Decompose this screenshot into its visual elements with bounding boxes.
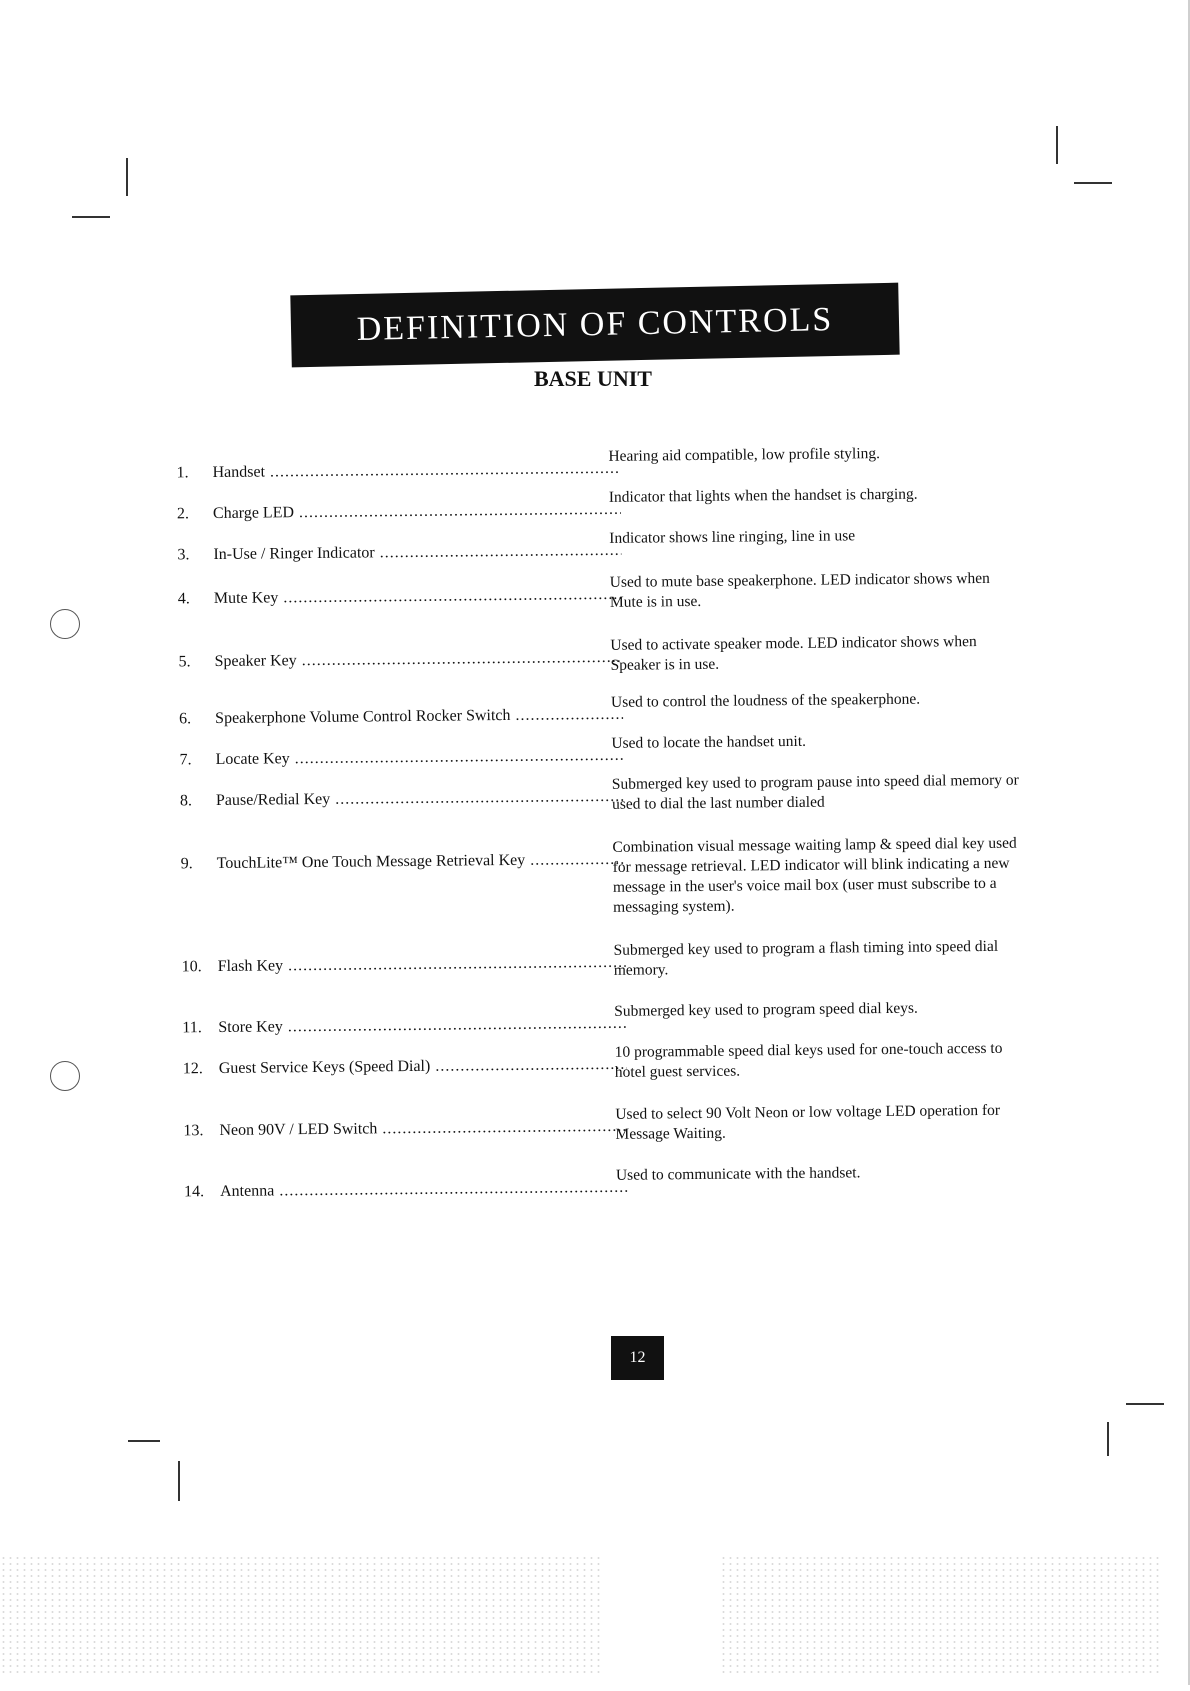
control-number: 6. xyxy=(179,710,192,728)
control-name: Guest Service Keys (Speed Dial) ..... xyxy=(219,1055,627,1079)
control-item xyxy=(176,485,1037,523)
control-description: Used to communicate with the handset. xyxy=(615,1164,861,1184)
control-item xyxy=(176,445,1036,482)
control-description: Used to control the loudness of the speakerphone. xyxy=(610,690,921,711)
control-description: Combination visual message waiting lamp & speed dial key used for message retrieval. LED indicator will blink indicating a new message in the user's voice mail box (user must subscribe to a messaging system). xyxy=(612,834,1017,916)
control-number: 3. xyxy=(177,546,190,564)
control-name: Neon 90V / LED Switch ..... xyxy=(219,1117,627,1141)
control-item xyxy=(181,937,1042,979)
control-description: Used to mute base speakerphone. LED indicator shows when Mute is in use. xyxy=(609,569,990,611)
control-item xyxy=(179,732,1039,769)
control-number: 9. xyxy=(180,855,193,873)
control-item xyxy=(183,1164,1044,1201)
control-description: Indicator that lights when the handset is charging. xyxy=(608,485,918,506)
control-item xyxy=(182,1039,1043,1081)
control-item xyxy=(179,771,1040,813)
control-number: 11. xyxy=(182,1019,202,1037)
control-description: Submerged key used to program a flash timing into speed dial memory. xyxy=(613,937,999,979)
control-description: Used to locate the handset unit. xyxy=(611,732,807,752)
page-title: DEFINITION OF CONTROLS xyxy=(290,283,899,368)
control-item xyxy=(183,1101,1043,1143)
control-number: 10. xyxy=(181,958,202,976)
control-name: Speaker Key ..... xyxy=(214,648,622,672)
control-name: Mute Key ..... xyxy=(214,585,622,609)
page-number: 12 xyxy=(611,1336,664,1380)
control-number: 5. xyxy=(178,653,191,671)
control-name: Flash Key ..... xyxy=(218,953,626,977)
control-item xyxy=(180,834,1041,916)
control-number: 4. xyxy=(177,590,190,608)
control-number: 14. xyxy=(183,1183,205,1201)
control-name: Pause/Redial Key ..... xyxy=(216,787,624,811)
control-name: TouchLite™ One Touch Message Retrieval Key ..... xyxy=(217,850,625,874)
control-name: Store Key ..... xyxy=(218,1014,626,1038)
control-description: Submerged key used to program speed dial keys. xyxy=(614,999,918,1020)
control-number: 13. xyxy=(183,1122,204,1140)
control-name: Charge LED ..... xyxy=(213,500,621,524)
control-number: 8. xyxy=(179,792,193,810)
control-name: In-Use / Ringer Indicator ..... xyxy=(213,541,621,565)
control-name: Handset ..... xyxy=(212,459,620,483)
control-number: 7. xyxy=(179,751,192,769)
control-description: Submerged key used to program pause into speed dial memory or used to dial the last number dialed xyxy=(611,771,1019,813)
control-item xyxy=(179,690,1039,728)
control-description: Used to select 90 Volt Neon or low voltage LED operation for Message Waiting. xyxy=(615,1101,1001,1143)
control-item xyxy=(178,633,1038,674)
control-description: Indicator shows line ringing, line in use xyxy=(609,527,856,547)
control-number: 1. xyxy=(176,464,189,482)
control-item xyxy=(177,569,1038,611)
control-item xyxy=(177,527,1037,564)
control-name: Antenna ..... xyxy=(220,1178,628,1202)
control-item xyxy=(182,999,1042,1037)
control-name: Speakerphone Volume Control Rocker Switch ..... xyxy=(215,705,623,729)
control-description: 10 programmable speed dial keys used for one-touch access to hotel guest services. xyxy=(614,1039,1003,1081)
control-description: Used to activate speaker mode. LED indicator shows when Speaker is in use. xyxy=(610,633,977,674)
control-number: 2. xyxy=(176,505,190,523)
control-number: 12. xyxy=(182,1060,203,1078)
section-subtitle: BASE UNIT xyxy=(534,366,652,391)
control-name: Locate Key ..... xyxy=(215,746,623,770)
control-description: Hearing aid compatible, low profile styling. xyxy=(608,445,881,465)
